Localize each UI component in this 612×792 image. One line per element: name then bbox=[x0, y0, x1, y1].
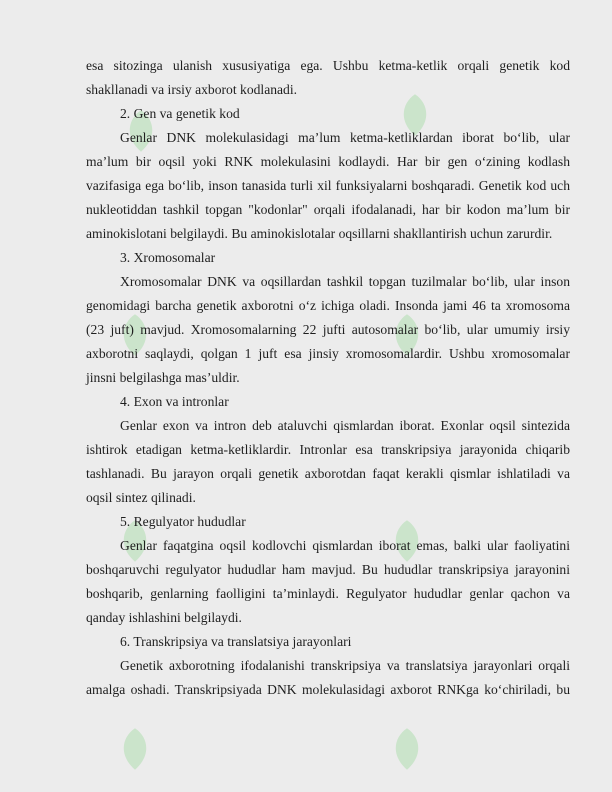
body-line: shakllanadi va irsiy axborot kodlanadi. bbox=[86, 82, 298, 97]
section-heading: 5. Regulyator hududlar bbox=[120, 514, 246, 529]
section-heading: 2. Gen va genetik kod bbox=[120, 106, 240, 121]
body-line: ishtirok etadigan ketma-ketliklardir. Intronlar esa transkripsiya jarayonida chiqarib bbox=[86, 442, 570, 457]
section-heading: 3. Xromosomalar bbox=[120, 250, 216, 265]
body-line: ma’lum bir oqsil yoki RNK molekulasini kodlaydi. Har bir gen o‘zining kodlash bbox=[86, 154, 570, 169]
body-line: Genlar exon va intron deb ataluvchi qismlardan iborat. Exonlar oqsil sintezida bbox=[120, 418, 570, 433]
body-line: boshqarib, genlarning faolligini ta’minlaydi. Regulyator hududlar genlar qachon va bbox=[86, 586, 570, 601]
section-heading: 6. Transkripsiya va translatsiya jarayonlari bbox=[120, 634, 352, 649]
watermark-logo-icon bbox=[112, 726, 158, 772]
body-line: nukleotiddan tashkil topgan "kodonlar" orqali ifodalanadi, har bir kodon ma’lum bir bbox=[86, 202, 570, 217]
watermark-logo-icon bbox=[384, 726, 430, 772]
body-line: boshqaruvchi regulyator hududlar ham mavjud. Bu hududlar transkripsiya jarayonini bbox=[86, 562, 570, 577]
body-line: aminokislotani belgilaydi. Bu aminokislotalar oqsillarni shakllantirish uchun zarurdir. bbox=[86, 226, 553, 241]
body-line: Genetik axborotning ifodalanishi transkripsiya va translatsiya jarayonlari orqali bbox=[120, 658, 570, 673]
body-line: qanday ishlashini belgilaydi. bbox=[86, 610, 242, 625]
body-line: Xromosomalar DNK va oqsillardan tashkil topgan tuzilmalar bo‘lib, ular inson bbox=[120, 274, 570, 289]
section-heading: 4. Exon va intronlar bbox=[120, 394, 229, 409]
body-line: oqsil sintez qilinadi. bbox=[86, 490, 196, 505]
body-line: Genlar DNK molekulasidagi ma’lum ketma-ketliklardan iborat bo‘lib, ular bbox=[120, 130, 570, 145]
body-line: amalga oshadi. Transkripsiyada DNK molekulasidagi axborot RNKga ko‘chiriladi, bu bbox=[86, 682, 570, 697]
body-line: jinsni belgilashga mas’uldir. bbox=[86, 370, 240, 385]
body-line: tashlanadi. Bu jarayon orqali genetik axborotdan faqat kerakli qismlar ishlatiladi va bbox=[86, 466, 570, 481]
body-line: Genlar faqatgina oqsil kodlovchi qismlardan iborat emas, balki ular faoliyatini bbox=[120, 538, 570, 553]
body-line: axborotni saqlaydi, qolgan 1 juft esa jinsiy xromosomalardir. Ushbu xromosomalar bbox=[86, 346, 570, 361]
body-line: vazifasiga ega bo‘lib, inson tanasida turli xil funksiyalarni boshqaradi. Genetik kod uch bbox=[86, 178, 570, 193]
body-line: genomidagi barcha genetik axborotni o‘z ichiga oladi. Insonda jami 46 ta xromosoma bbox=[86, 298, 570, 313]
body-line: (23 juft) mavjud. Xromosomalarning 22 jufti autosomalar bo‘lib, ular umumiy irsiy bbox=[86, 322, 570, 337]
body-line: esa sitozinga ulanish xususiyatiga ega. Ushbu ketma-ketlik orqali genetik kod bbox=[86, 58, 570, 73]
